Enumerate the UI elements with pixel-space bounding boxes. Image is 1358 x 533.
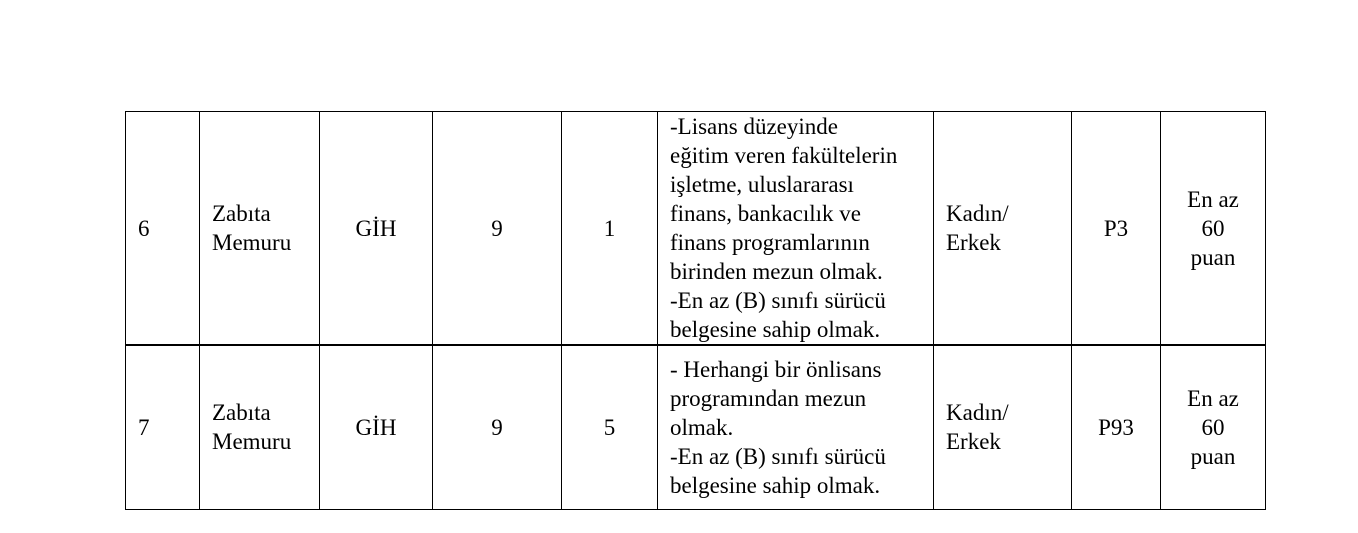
score-type-cell: P3 [1072,112,1161,346]
gender-cell: Kadın/ Erkek [934,345,1072,509]
table-row [126,345,1266,509]
degree-cell: 9 [433,112,562,346]
positions-table [125,111,1266,510]
count-cell: 1 [562,112,658,346]
min-score-cell: En az 60 puan [1161,345,1266,509]
count-cell: 5 [562,345,658,509]
class-cell: GİH [320,112,433,346]
gender-cell: Kadın/ Erkek [934,112,1072,346]
min-score-cell: En az 60 puan [1161,112,1266,346]
job-title-cell: Zabıta Memuru [200,345,320,509]
table-row [126,112,1266,346]
requirements-cell: - Herhangi bir önlisans programından mezun olmak. -En az (B) sınıfı sürücü belgesine sahip olmak. [658,345,934,509]
row-number-cell: 6 [126,112,200,346]
job-title-cell: Zabıta Memuru [200,112,320,346]
class-cell: GİH [320,345,433,509]
requirements-cell: -Lisans düzeyinde eğitim veren fakültelerin işletme, uluslararası finans, bankacılık ve finans programlarının birinden mezun olmak. -En az (B) sınıfı sürücü belgesine sahip olmak. [658,112,934,346]
row-number-cell: 7 [126,345,200,509]
score-type-cell: P93 [1072,345,1161,509]
degree-cell: 9 [433,345,562,509]
